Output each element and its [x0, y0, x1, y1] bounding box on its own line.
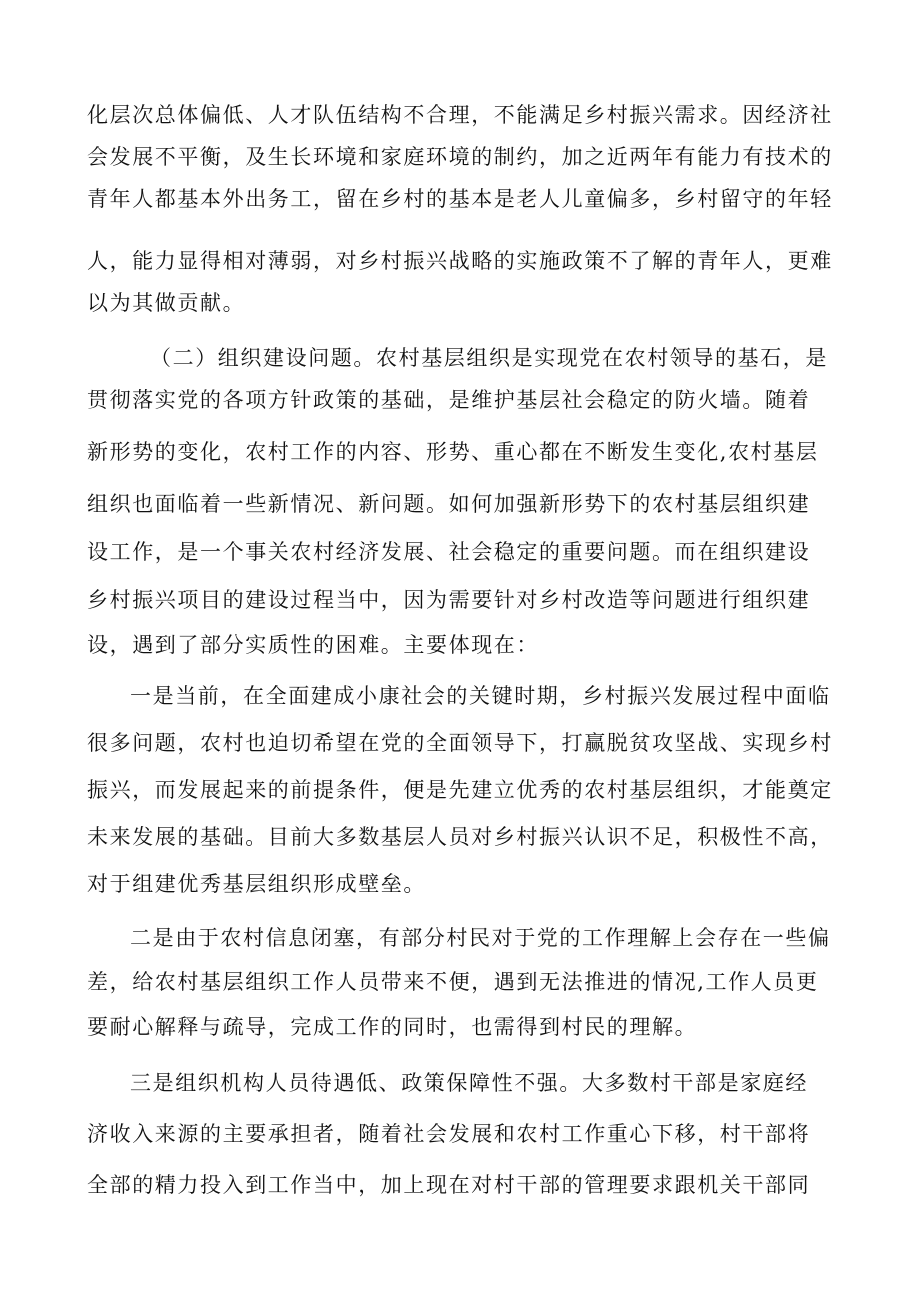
text-line: 差，给农村基层组织工作人员带来不便，遇到无法推进的情况,工作人员更	[87, 970, 819, 994]
section-heading-line: （二）组织建设问题。农村基层组织是实现党在农村领导的基石，是	[150, 346, 828, 370]
text-line: 很多问题，农村也迫切希望在党的全面领导下，打赢脱贫攻坚战、实现乡村	[87, 731, 833, 755]
text-line: 全部的精力投入到工作当中，加上现在对村干部的管理要求跟机关干部同	[87, 1173, 811, 1197]
text-line: 新形势的变化，农村工作的内容、形势、重心都在不断发生变化,农村基层	[87, 440, 819, 464]
text-line: 化层次总体偏低、人才队伍结构不合理，不能满足乡村振兴需求。因经济社	[87, 103, 833, 127]
text-line: 会发展不平衡，及生长环境和家庭环境的制约，加之近两年有能力有技术的	[87, 145, 833, 169]
text-line: 青年人都基本外出务工，留在乡村的基本是老人儿童偏多，乡村留守的年轻	[87, 187, 833, 211]
paragraph-first-line: 二是由于农村信息闭塞，有部分村民对于党的工作理解上会存在一些偏	[130, 926, 831, 950]
text-line: 乡村振兴项目的建设过程当中，因为需要针对乡村改造等问题进行组织建	[87, 588, 811, 612]
text-line: 组织也面临着一些新情况、新问题。如何加强新形势下的农村基层组织建	[87, 492, 811, 516]
text-line: 济收入来源的主要承担者，随着社会发展和农村工作重心下移，村干部将	[87, 1122, 811, 1146]
text-line: 设，遇到了部分实质性的困难。主要体现在：	[87, 633, 539, 657]
text-line: 振兴，而发展起来的前提条件，便是先建立优秀的农村基层组织，才能奠定	[87, 778, 833, 802]
paragraph-first-line: 一是当前，在全面建成小康社会的关键时期，乡村振兴发展过程中面临	[130, 684, 831, 708]
text-line: 未来发展的基础。目前大多数基层人员对乡村振兴认识不足，积极性不高，	[87, 825, 833, 849]
text-line: 设工作，是一个事关农村经济发展、社会稳定的重要问题。而在组织建设	[87, 540, 811, 564]
text-line: 人，能力显得相对薄弱，对乡村振兴战略的实施政策不了解的青年人，更难	[87, 249, 833, 273]
paragraph-first-line: 三是组织机构人员待遇低、政策保障性不强。大多数村干部是家庭经	[130, 1071, 808, 1095]
text-line: 要耐心解释与疏导，完成工作的同时，也需得到村民的理解。	[87, 1015, 698, 1039]
text-line: 贯彻落实党的各项方针政策的基础，是维护基层社会稳定的防火墙。随着	[87, 388, 811, 412]
text-line: 以为其做贡献。	[87, 291, 246, 315]
text-line: 对于组建优秀基层组织形成壁垒。	[87, 872, 426, 896]
